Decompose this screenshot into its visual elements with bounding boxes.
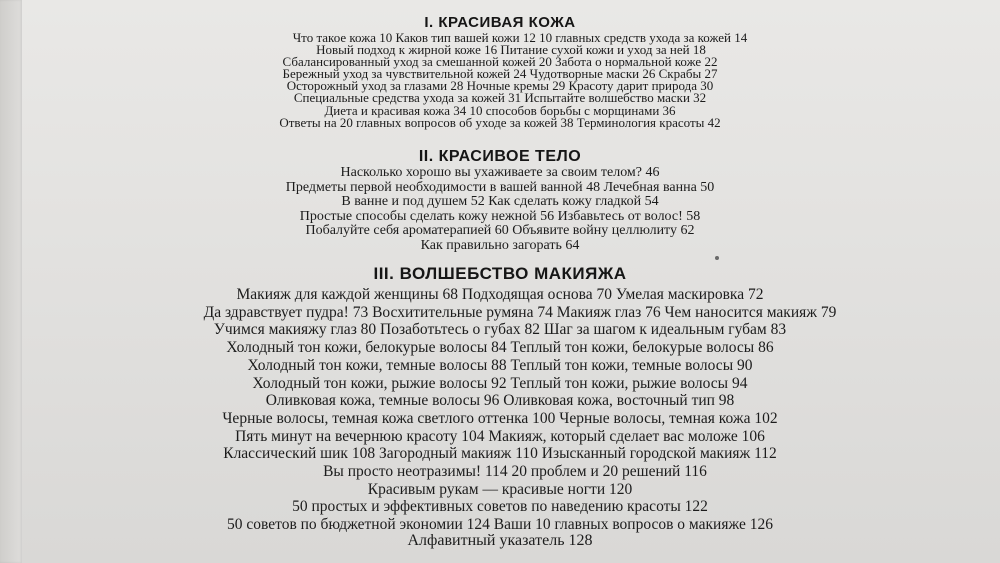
- toc-line: Да здравствует пудра! 73 Восхитительные румяна 74 Макияж глаз 76 Чем наносится макияж 79: [203, 303, 837, 321]
- section-1-entries: [0, 32, 1000, 129]
- section-3-heading: III. ВОЛШЕБСТВО МАКИЯЖА: [373, 264, 627, 283]
- toc-line: Как правильно загорать 64: [420, 237, 580, 253]
- ink-speck: [715, 256, 719, 260]
- section-3-entries: [0, 286, 1000, 534]
- toc-line: Осторожный уход за глазами 28 Ночные кремы 29 Красоту дарит природа 30: [286, 78, 714, 94]
- toc-line: Пять минут на вечернюю красоту 104 Макияж, который сделает вас моложе 106: [235, 427, 765, 445]
- toc-line: Холодный тон кожи, рыжие волосы 92 Теплый тон кожи, рыжие волосы 94: [252, 374, 748, 392]
- toc-line: Предметы первой необходимости в вашей ванной 48 Лечебная ванна 50: [285, 179, 715, 195]
- toc-line: Новый подход к жирной коже 16 Питание сухой кожи и уход за ней 18: [316, 42, 706, 58]
- toc-line: Черные волосы, темная кожа светлого оттенка 100 Черные волосы, темная кожа 102: [222, 409, 778, 427]
- toc-line: Бережный уход за чувствительной кожей 24 Чудотворные маски 26 Скрабы 27: [282, 66, 718, 82]
- toc-line: Диета и красивая кожа 34 10 способов борьбы с морщинами 36: [324, 102, 676, 118]
- toc-line: Сбалансированный уход за смешанной кожей 20 Забота о нормальной коже 22: [282, 54, 718, 70]
- toc-line: В ванне и под душем 52 Как сделать кожу гладкой 54: [341, 194, 659, 210]
- toc-line: Классический шик 108 Загородный макияж 110 Изысканный городской макияж 112: [223, 445, 777, 463]
- toc-line: Насколько хорошо вы ухаживаете за своим телом? 46: [340, 165, 660, 180]
- section-2-heading: II. КРАСИВОЕ ТЕЛО: [418, 148, 582, 165]
- toc-line: Простые способы сделать кожу нежной 56 Избавьтесь от волос! 58: [299, 208, 701, 224]
- toc-line: Красивым рукам — красивые ногти 120: [367, 480, 633, 498]
- toc-line: 50 советов по бюджетной экономии 124 Ваши 10 главных вопросов о макияже 126: [227, 516, 773, 534]
- toc-line: Учимся макияжу глаз 80 Позаботьтесь о губах 82 Шаг за шагом к идеальным губам 83: [213, 321, 787, 339]
- toc-line: Холодный тон кожи, белокурые волосы 84 Теплый тон кожи, белокурые волосы 86: [226, 339, 774, 357]
- toc-line: Ответы на 20 главных вопросов об уходе за кожей 38 Терминология красоты 42: [279, 114, 721, 130]
- section-2-entries: [0, 166, 1000, 254]
- toc-line: Макияж для каждой женщины 68 Подходящая основа 70 Умелая маскировка 72: [236, 286, 764, 303]
- section-1-heading: I. КРАСИВАЯ КОЖА: [424, 14, 576, 31]
- toc-line: Что такое кожа 10 Каков тип вашей кожи 12 10 главных средств ухода за кожей 14: [292, 30, 748, 45]
- alphabetical-index-line: Алфавитный указатель 128: [407, 532, 593, 549]
- toc-line: Холодный тон кожи, темные волосы 88 Теплый тон кожи, темные волосы 90: [247, 356, 753, 374]
- toc-line: Вы просто неотразимы! 114 20 проблем и 20 решений 116: [323, 463, 707, 481]
- toc-line: Оливковая кожа, темные волосы 96 Оливковая кожа, восточный тип 98: [265, 392, 735, 410]
- toc-line: 50 простых и эффективных советов по наведению красоты 122: [292, 498, 708, 516]
- toc-line: Побалуйте себя ароматерапией 60 Объявите войну целлюлиту 62: [305, 223, 695, 239]
- toc-line: Специальные средства ухода за кожей 31 Испытайте волшебство маски 32: [293, 90, 707, 106]
